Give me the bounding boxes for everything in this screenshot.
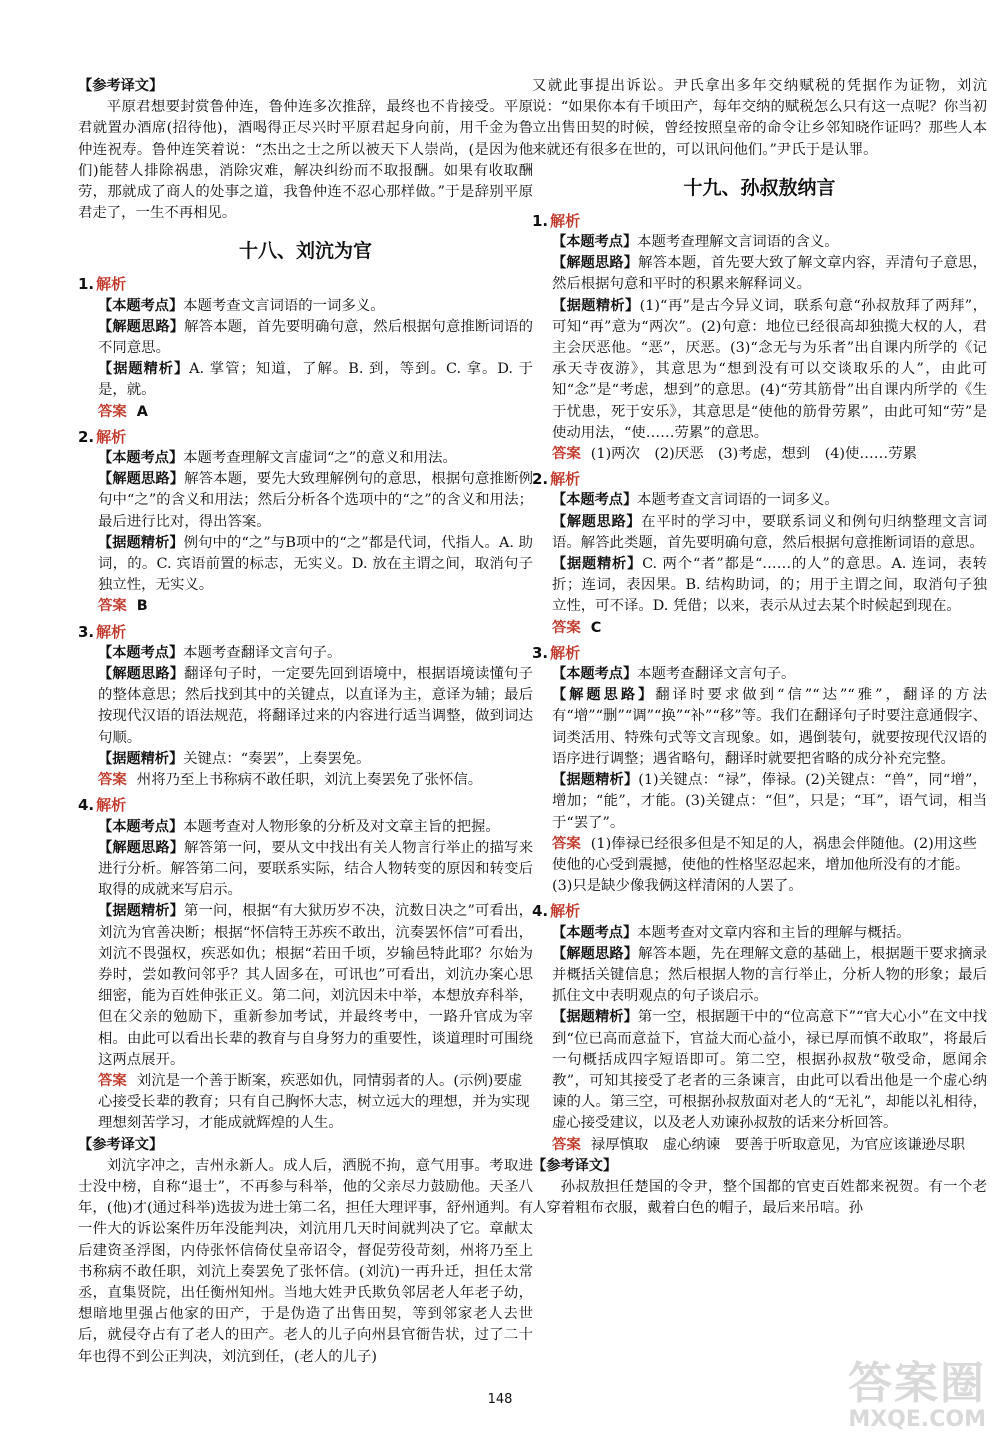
jingxi-text: 第一问，根据“有大狱历岁不决，沆数日决之”可看出，刘沆为官善决断；根据“怀信特王苏疾不敢出，沆奏罢怀信”可看出，刘沆不畏强权，疾恶如仇；根据“若田千顷，岁输邑特此耶？尔始为券时，尝如教问邻乎？其人固多在，可讯也”可看出，刘沆办案心思细密，能为百姓伸张正义。第二问，刘沆因未中举，本想放弃科举，但在父亲的勉励下，重新参加考试，并最终考中，一路升官成为宰相。由此可以看出长辈的教育与自身努力的重要性，谈道理时可围绕这两点展开。 bbox=[98, 903, 533, 1068]
kaodian-label: 【本题考点】 bbox=[552, 666, 638, 683]
reference-translation-heading: 【参考译文】 bbox=[78, 1136, 164, 1153]
answer bbox=[532, 618, 987, 639]
kaodian bbox=[532, 923, 987, 944]
kaodian-text: 本题考查文言词语的一词多义。 bbox=[183, 297, 385, 314]
silu bbox=[532, 685, 987, 770]
silu-text: 翻译时要求做到“信”“达”“雅”，翻译的方法有“增”“删”“调”“换”“补”“移”等。我们在翻译句子时要注意通假字、词类活用、特殊句式等文言现象。如，遇倒装句，就要按现代汉语的语序进行调整；遇省略句，翻译时就要把省略的成分补充完整。 bbox=[552, 687, 987, 767]
section-title: 十八、刘沆为官 bbox=[238, 240, 372, 263]
kaodian-text: 本题考查翻译文言句子。 bbox=[637, 666, 796, 683]
answer-label: 答案 bbox=[98, 598, 127, 615]
silu-text: 翻译句子时，一定要先回到语境中，根据语境读懂句子的整体意思；然后找到其中的关键点，以直译为主，意译为辅；最后按现代汉语的语法规范，将翻译过来的内容进行适当调整，做到词达句顺。 bbox=[98, 666, 533, 746]
reference-translation-heading: 【参考译文】 bbox=[78, 78, 164, 94]
silu-label: 【解题思路】 bbox=[552, 513, 642, 530]
reference-translation-text: 刘沆字冲之，吉州永新人。成人后，洒脱不拘，意气用事。考取进士没中榜，自称“退士”，不再参与科举，他的父亲尽力鼓励他。天圣八年，(他)才(通过科举)选拔为进士第二名，担任大理评事，舒州通判。有一件大的诉讼案件历年没能判决，刘沆用几天时间就判决了它。章献太后建资圣浮图，内侍张怀信倚仗皇帝诏令，督促劳役苛刻，州将乃至上书称病不敢任职，刘沆上奏罢免了张怀信。(刘沆)一再升迁，担任太常丞，直集贤院，出任衡州知州。当地大姓尹氏欺负邻居老人年老子幼，想暗地里强占他家的田产，于是伪造了出售田契，等到邻家老人去世后，就侵夺占有了老人的田产。老人的儿子向州县官衙告状，过了二十年也得不到公正判决，刘沆到任，(老人的儿子) bbox=[78, 1157, 533, 1365]
answer bbox=[78, 1071, 533, 1135]
question-label: 解析 bbox=[96, 275, 127, 294]
kaodian bbox=[532, 490, 987, 511]
question-number: 1. bbox=[78, 275, 95, 294]
answer-label: 答案 bbox=[98, 403, 127, 420]
jingxi-label: 【据题精析】 bbox=[98, 534, 184, 551]
answer-label: 答案 bbox=[552, 835, 581, 852]
answer-text: 州将乃至上书称病不敢任职，刘沆上奏罢免了张怀信。 bbox=[136, 772, 483, 789]
question-heading bbox=[78, 622, 533, 643]
jingxi bbox=[78, 533, 533, 597]
kaodian bbox=[78, 643, 533, 664]
jingxi-label: 【据题精析】 bbox=[552, 772, 639, 789]
silu bbox=[532, 253, 987, 295]
answer-text: (1)俸禄已经很多但是不知足的人，祸患会伴随他。(2)用这些使他的心受到震撼，使他的性格坚忍起来，增加他所没有的才能。(3)只是缺少像我俩这样清闲的人罢了。 bbox=[552, 835, 977, 895]
kaodian-label: 【本题考点】 bbox=[552, 234, 638, 251]
jingxi-text: (1)关键点：“禄”，俸禄。(2)关键点：“兽”，同“增”，增加；“能”，才能。(3)关键点：“但”，只是；“耳”，语气词，相当于“罢了”。 bbox=[552, 772, 987, 831]
answer bbox=[532, 834, 987, 898]
kaodian-label: 【本题考点】 bbox=[98, 818, 184, 835]
question-label: 解析 bbox=[550, 643, 581, 662]
jingxi-text: 关键点：“奏罢”，上奏罢免。 bbox=[183, 750, 371, 767]
answer-text: A bbox=[136, 403, 148, 420]
silu-text: 在平时的学习中，要联系词义和例句归纳整理文言词语。解答此类题，首先要明确句意，然后根据句意推断词语的意思。 bbox=[552, 513, 987, 551]
jingxi-label: 【据题精析】 bbox=[552, 1009, 638, 1026]
answer-label: 答案 bbox=[552, 619, 581, 636]
question-label: 解析 bbox=[96, 796, 127, 815]
reference-translation-heading: 【参考译文】 bbox=[532, 1157, 618, 1174]
answer-text: (1)两次 (2)厌恶 (3)考虑，想到 (4)使……劳累 bbox=[590, 446, 917, 463]
jingxi bbox=[78, 749, 533, 770]
jingxi-label: 【据题精析】 bbox=[98, 903, 184, 920]
jingxi bbox=[78, 901, 533, 1071]
kaodian-label: 【本题考点】 bbox=[98, 644, 184, 661]
silu-text: 解答本题，要先大致理解例句的意思，根据句意推断例句中“之”的含义和用法；然后分析各个选项中的“之”的含义和用法；最后进行比对，得出答案。 bbox=[98, 471, 533, 530]
question-number: 3. bbox=[532, 643, 549, 662]
question-label: 解析 bbox=[550, 470, 581, 489]
answer bbox=[78, 596, 533, 617]
kaodian-text: 本题考查理解文言词语的含义。 bbox=[637, 234, 839, 251]
answer-text: C bbox=[590, 619, 602, 636]
answer-label: 答案 bbox=[552, 446, 581, 463]
question-heading bbox=[78, 795, 533, 816]
question-heading bbox=[78, 274, 533, 295]
silu-label: 【解题思路】 bbox=[552, 945, 639, 962]
jingxi-text: (1)“再”是古今异义词，联系句意“孙叔敖拜了两拜”，可知“再”意为“两次”。(2)句意：地位已经很高却独揽大权的人，君主会厌恶他。“恶”，厌恶。(3)“念无与为乐者”出自课内所学的《记承天寺夜游》，其意思为“想到没有可以交谈取乐的人”，由此可知“念”是“考虑，想到”的意思。(4)“劳其筋骨”出自课内所学的《生于忧患，死于安乐》，其意思是“使他的筋骨劳累”，由此可知“劳”是使动用法，“使……劳累”的意思。 bbox=[552, 297, 987, 441]
jingxi bbox=[532, 1007, 987, 1134]
watermark-line1: 答案圈 bbox=[848, 1358, 986, 1409]
question-label: 解析 bbox=[550, 211, 581, 230]
silu bbox=[532, 944, 987, 1008]
jingxi bbox=[532, 770, 987, 834]
silu-label: 【解题思路】 bbox=[98, 471, 185, 488]
silu-label: 【解题思路】 bbox=[98, 318, 185, 335]
jingxi-text: A. 掌管；知道，了解。B. 到，等到。C. 拿。D. 于是，就。 bbox=[98, 361, 533, 399]
jingxi-label: 【据题精析】 bbox=[552, 297, 640, 314]
silu-text: 解答本题，首先要大致了解文章内容，弄清句子意思，然后根据句意和平时的积累来解释词义。 bbox=[552, 255, 987, 293]
question-label: 解析 bbox=[550, 902, 581, 921]
kaodian-label: 【本题考点】 bbox=[552, 924, 638, 941]
left-column bbox=[78, 76, 533, 1368]
answer-label: 答案 bbox=[98, 1072, 127, 1089]
jingxi-text: C. 两个“者”都是“……的人”的意思。A. 连词，表转折；连词，表因果。B. 结构助词，的；用于主谓之间，取消句子独立性，可不译。D. 凭借；以来，表示从过去某个时候起到现在。 bbox=[552, 556, 987, 615]
jingxi-label: 【据题精析】 bbox=[98, 750, 184, 767]
question-number: 3. bbox=[78, 622, 95, 641]
kaodian bbox=[532, 232, 987, 253]
kaodian-text: 本题考查文言词语的一词多义。 bbox=[637, 492, 839, 509]
question-label: 解析 bbox=[96, 427, 127, 446]
reference-translation-text: 孙叔敖担任楚国的令尹，整个国都的官吏百姓都来祝贺。有一个老人穿着粗布衣服，戴着白色的帽子，最后来吊唁。孙 bbox=[532, 1178, 987, 1217]
kaodian bbox=[78, 817, 533, 838]
silu-text: 解答本题，首先要明确句意，然后根据句意推断词语的不同意思。 bbox=[98, 318, 533, 357]
silu-label: 【解题思路】 bbox=[98, 839, 185, 856]
watermark-logo bbox=[786, 1360, 986, 1438]
kaodian bbox=[78, 296, 533, 317]
jingxi-label: 【据题精析】 bbox=[552, 556, 643, 573]
kaodian-label: 【本题考点】 bbox=[552, 492, 638, 509]
silu bbox=[78, 317, 533, 359]
question-heading bbox=[532, 211, 987, 232]
answer-label: 答案 bbox=[98, 772, 127, 789]
silu bbox=[78, 664, 533, 749]
silu-label: 【解题思路】 bbox=[98, 666, 185, 683]
kaodian-text: 本题考查理解文言虚词“之”的意义和用法。 bbox=[183, 450, 457, 467]
jingxi bbox=[532, 296, 987, 444]
question-number: 4. bbox=[532, 902, 549, 921]
kaodian-text: 本题考查对文章内容和主旨的理解与概括。 bbox=[637, 924, 911, 941]
answer-label: 答案 bbox=[552, 1136, 581, 1153]
question-heading bbox=[532, 901, 987, 922]
kaodian bbox=[532, 664, 987, 685]
question-heading bbox=[532, 469, 987, 490]
question-number: 1. bbox=[532, 211, 549, 230]
question-number: 2. bbox=[78, 427, 95, 446]
kaodian-text: 本题考查对人物形象的分析及对文章主旨的把握。 bbox=[183, 818, 500, 835]
kaodian-label: 【本题考点】 bbox=[98, 297, 184, 314]
answer bbox=[78, 402, 533, 423]
reference-translation-text: 平原君想要封赏鲁仲连，鲁仲连多次推辞，最终也不肯接受。平原君就置办酒席(招待他)，酒喝得正尽兴时平原君起身向前，用千金为鲁仲连祝寿。鲁仲连笑着说：“杰出之士之所以被天下人崇尚，(是因为他们)能替人排除祸患，消除灾难，解决纠纷而不取报酬。如果有收取酬劳，那就成了商人的处事之道，我鲁仲连不忍心那样做。”于是辞别平原君走了，一生不再相见。 bbox=[78, 99, 533, 222]
jingxi bbox=[532, 554, 987, 618]
watermark-line2: MXQE.COM bbox=[848, 1407, 986, 1432]
section-title: 十九、孙叔敖纳言 bbox=[683, 176, 836, 199]
question-number: 4. bbox=[78, 796, 95, 815]
answer-text: B bbox=[136, 598, 148, 615]
right-column bbox=[532, 76, 987, 1219]
silu bbox=[78, 838, 533, 902]
silu-label: 【解题思路】 bbox=[552, 687, 656, 704]
silu-text: 解答本题，先在理解文意的基础上，根据题干要求摘录并概括关键信息；然后根据人物的言行举止，分析人物的形象；最后抓住文中表明观点的句子谈启示。 bbox=[552, 945, 987, 1005]
question-heading bbox=[532, 643, 987, 664]
silu-label: 【解题思路】 bbox=[552, 255, 639, 272]
jingxi-label: 【据题精析】 bbox=[98, 361, 190, 378]
answer-text: 禄厚慎取 虚心纳谏 要善于听取意见，为官应该谦逊尽职 bbox=[590, 1136, 965, 1153]
kaodian bbox=[78, 448, 533, 469]
question-number: 2. bbox=[532, 470, 549, 489]
kaodian-label: 【本题考点】 bbox=[98, 450, 184, 467]
jingxi-text: 第一空，根据题干中的“位高意下”“官大心小”在文中找到“位已高而意益下，官益大而心益小，禄已厚而慎不敢取”，将最后一句概括成四字短语即可。第二空，根据孙叔敖“敬受命，愿闻余教”，可知其接受了老者的三条谏言，由此可以看出他是一个虚心纳谏的人。第三空，可根据孙叔敖面对老人的“无礼”，却能以礼相待，虚心接受建议，以及老人劝谏孙叔敖的话来分析回答。 bbox=[552, 1009, 987, 1132]
question-label: 解析 bbox=[96, 622, 127, 641]
silu bbox=[532, 512, 987, 554]
question-heading bbox=[78, 427, 533, 448]
answer bbox=[78, 770, 533, 791]
silu bbox=[78, 469, 533, 533]
page-number: 148 bbox=[487, 1392, 513, 1407]
answer bbox=[532, 1135, 987, 1156]
jingxi-text: 例句中的“之”与B项中的“之”都是代词，代指人。A. 助词，的。C. 宾语前置的标志，无实义。D. 放在主谓之间，取消句子独立性，无实义。 bbox=[98, 534, 533, 594]
answer-text: 刘沆是一个善于断案，疾恶如仇，同情弱者的人。(示例)要虚心接受长辈的教育；只有自己胸怀大志，树立远大的理想，并为实现理想刻苦学习，才能成就辉煌的人生。 bbox=[98, 1072, 530, 1132]
answer bbox=[532, 444, 987, 465]
kaodian-text: 本题考查翻译文言句子。 bbox=[183, 644, 342, 661]
silu-text: 解答第一问，要从文中找出有关人物言行举止的描写来进行分析。解答第二问，要联系实际，结合人物转变的原因和转变后取得的成就来写启示。 bbox=[98, 839, 533, 899]
jingxi bbox=[78, 359, 533, 401]
reference-translation-continued: 又就此事提出诉讼。尹氏拿出多年交纳赋税的凭据作为证物，刘沆说：“如果你本有千顷田产，每年交纳的赋税怎么只有这一点呢？你当初立出售田契的时候，曾经按照皇帝的命令让乡邻知晓作证吗？那些人本来就还有很多在世的，可以讯问他们。”尹氏于是认罪。 bbox=[532, 78, 987, 158]
